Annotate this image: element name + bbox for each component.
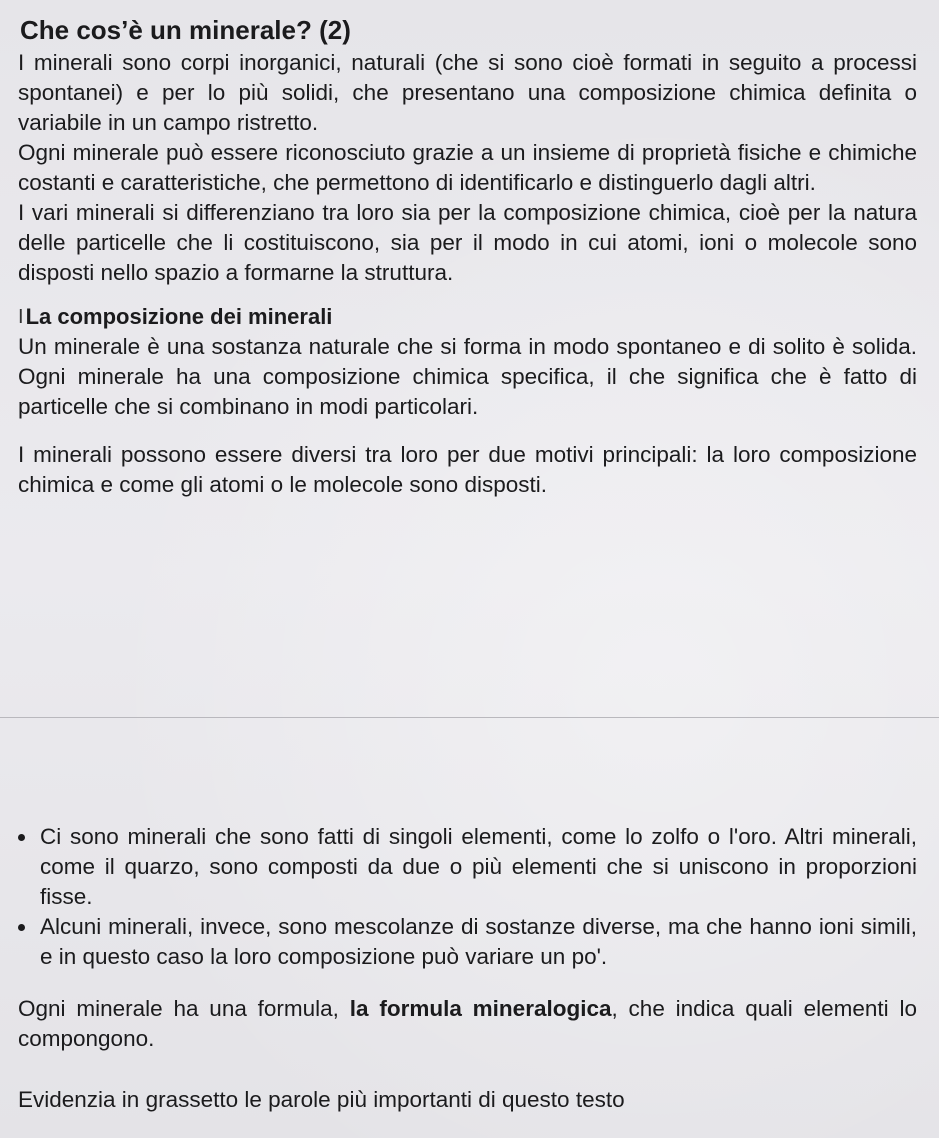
- formula-text-after: , che indica quali elementi lo compongono.: [18, 996, 917, 1051]
- bullet-list: [18, 822, 917, 972]
- list-item: [18, 822, 917, 912]
- page-divider: [0, 717, 939, 718]
- list-item-text: Alcuni minerali, invece, sono mescolanze di sostanze diverse, ma che hanno ioni simili, e in questo caso la loro composizione può variare un po'.: [40, 914, 917, 969]
- page-title: Che cos’è un minerale? (2): [20, 15, 351, 45]
- formula-text-before: Ogni minerale ha una formula,: [18, 996, 350, 1021]
- list-item-text: Ci sono minerali che sono fatti di singoli elementi, come lo zolfo o l'oro. Altri minerali, come il quarzo, sono composti da due o più elementi che si uniscono in proporzioni fisse.: [40, 824, 917, 909]
- section-heading-text: La composizione dei minerali: [25, 304, 333, 329]
- section-heading: [18, 302, 917, 332]
- text-cursor-icon: I: [18, 306, 24, 328]
- intro-paragraph-2: Ogni minerale può essere riconosciuto grazie a un insieme di proprietà fisiche e chimiche costanti e caratteristiche, che permettono di identificarlo e distinguerlo dagli altri.: [18, 140, 917, 195]
- section-paragraph-1: Un minerale è una sostanza naturale che si forma in modo spontaneo e di solito è solida. Ogni minerale ha una composizione chimica specifica, il che significa che è fatto di particelle che si combinano in modi particolari.: [18, 334, 917, 419]
- formula-term: la formula mineralogica: [349, 996, 612, 1021]
- intro-paragraph-1: I minerali sono corpi inorganici, naturali (che si sono cioè formati in seguito a processi spontanei) e per lo più solidi, che presentano una composizione chimica definita o variabile in un campo ristretto.: [18, 50, 917, 135]
- section-paragraph-2: I minerali possono essere diversi tra loro per due motivi principali: la loro composizione chimica e come gli atomi o le molecole sono disposti.: [18, 442, 917, 497]
- intro-paragraph-3: I vari minerali si differenziano tra loro sia per la composizione chimica, cioè per la natura delle particelle che li costituiscono, sia per il modo in cui atomi, ioni o molecole sono disposti nello spazio a formarne la struttura.: [18, 200, 917, 285]
- bullet-icon: [18, 834, 25, 841]
- list-item: [18, 912, 917, 972]
- bullet-icon: [18, 924, 25, 931]
- task-instruction: Evidenzia in grassetto le parole più importanti di questo testo: [18, 1087, 625, 1112]
- formula-paragraph: [18, 994, 917, 1054]
